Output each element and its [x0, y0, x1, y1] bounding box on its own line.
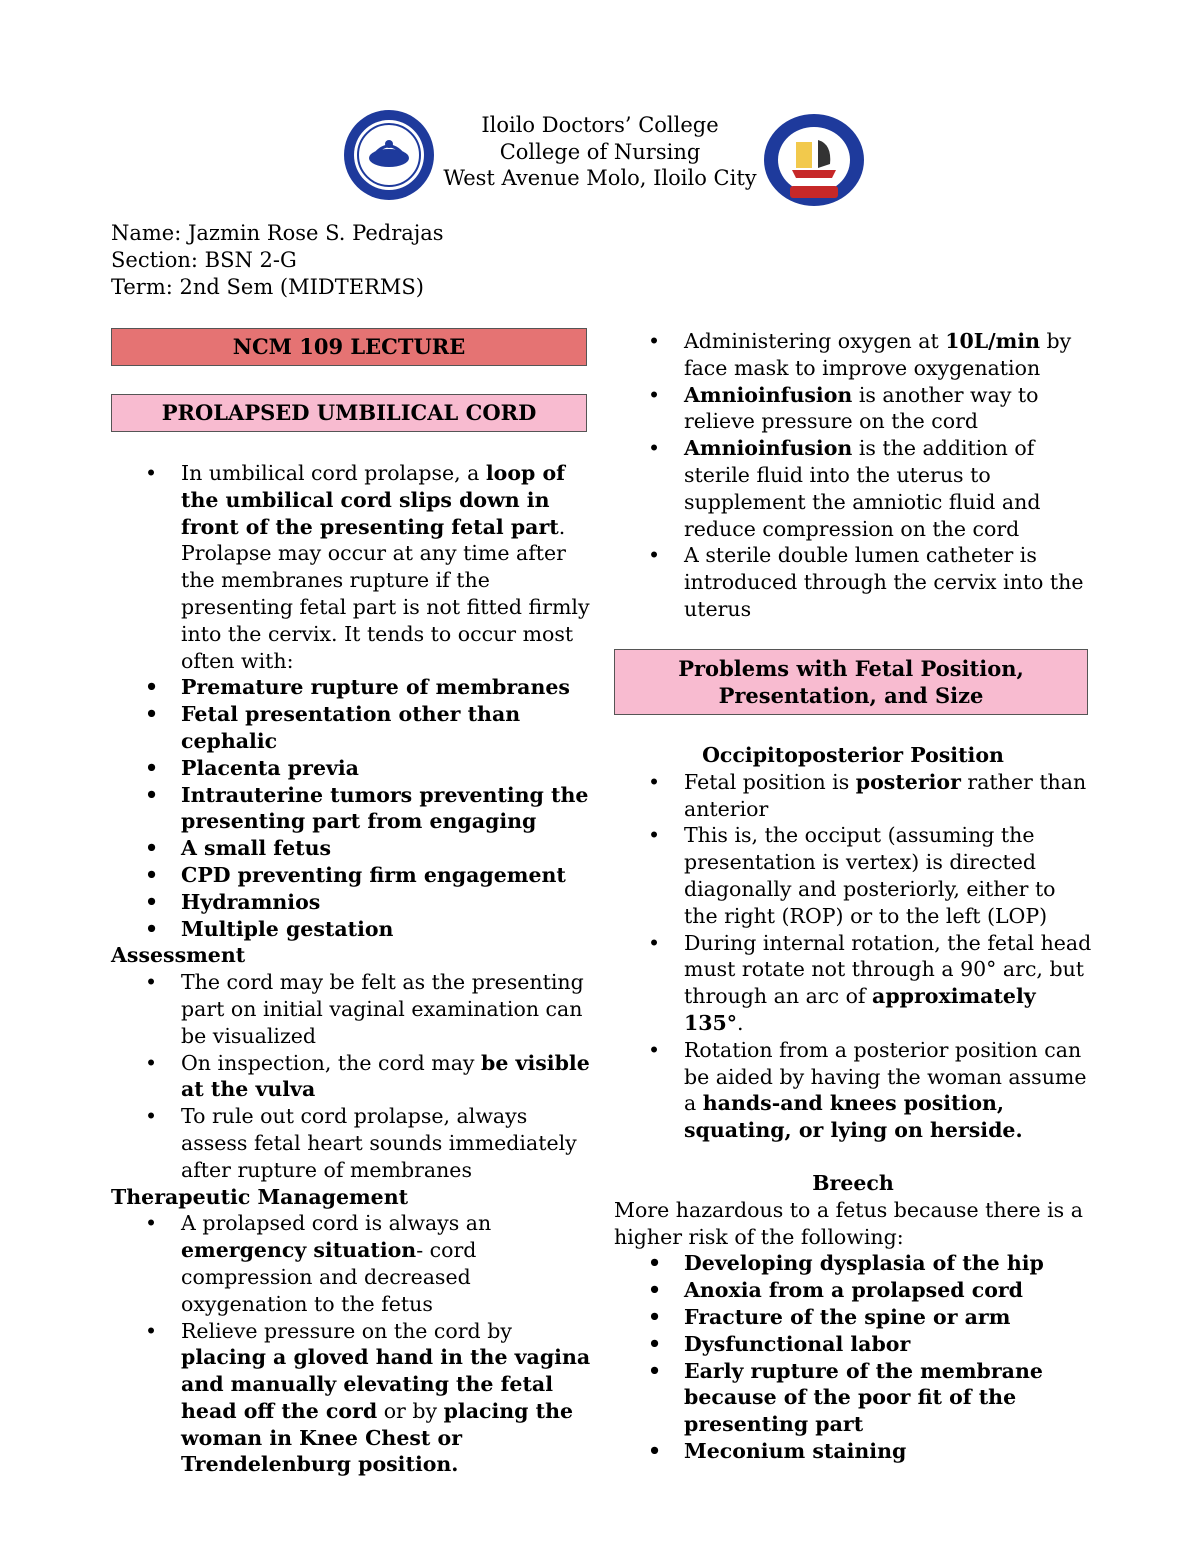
- list-item: • Rotation from a posterior position can be aided by having the woman assume a hands-and knees position, squating, or lying on herside.: [648, 1037, 1087, 1143]
- list-item: • Amnioinfusion is the addition of sterile fluid into the uterus to supplement the amniotic fluid and reduce compression on the cord: [648, 436, 1041, 541]
- list-item: • Multiple gestation: [145, 916, 394, 941]
- right-column: [614, 328, 1092, 623]
- lecture-title: NCM 109 LECTURE: [232, 334, 466, 359]
- assessment-heading: Assessment: [111, 943, 246, 968]
- list-item: • This is, the occiput (assuming the presentation is vertex) is directed diagonally and posteriorly, either to the right (ROP) or to the left (LOP): [648, 823, 1056, 928]
- list-item: • Meconium staining: [648, 1438, 907, 1463]
- prolapse-list: [111, 460, 591, 942]
- list-item: • Relieve pressure on the cord by placing a gloved hand in the vagina and manually elevating the fetal head off the cord or by placing the woman in Knee Chest or Trendelenburg position.: [145, 1318, 591, 1477]
- list-item: • Hydramnios: [145, 889, 321, 914]
- list-item: • Amnioinfusion is another way to relieve pressure on the cord: [648, 382, 1039, 434]
- list-item: • Premature rupture of membranes: [145, 675, 570, 700]
- college-header: [400, 112, 800, 192]
- management-list: [614, 328, 1092, 623]
- op-heading: Occipitoposterior Position: [702, 743, 1004, 767]
- student-name: Name: Jazmin Rose S. Pedrajas: [111, 221, 444, 245]
- list-item: • Fetal presentation other than cephalic: [145, 702, 521, 753]
- breech-intro: More hazardous to a fetus because there is a higher risk of the following:: [614, 1197, 1083, 1249]
- student-info: [111, 220, 444, 301]
- list-item: • Intrauterine tumors preventing the presenting part from engaging: [145, 782, 589, 834]
- list-item: • A small fetus: [145, 836, 332, 861]
- list-item: • A sterile double lumen catheter is introduced through the cervix into the uterus: [648, 543, 1084, 621]
- left-column: [111, 460, 591, 1478]
- list-item: • On inspection, the cord may be visible at the vulva: [145, 1050, 590, 1102]
- list-item: • CPD preventing firm engagement: [145, 862, 566, 887]
- college-name: Iloilo Doctors’ College: [481, 113, 719, 137]
- list-item: • A prolapsed cord is always an emergency situation- cord compression and decreased oxygenation to the fetus: [145, 1211, 492, 1316]
- list-item: • Developing dysplasia of the hip: [648, 1251, 1044, 1276]
- department-name: College of Nursing: [499, 139, 701, 164]
- right-column-lower: [614, 742, 1092, 1465]
- topic-title-box: [111, 394, 587, 432]
- list-item: • Dysfunctional labor: [648, 1331, 911, 1356]
- assessment-list: [111, 969, 591, 1183]
- op-list: [614, 769, 1092, 1144]
- list-item: • To rule out cord prolapse, always assess fetal heart sounds immediately after rupture of membranes: [145, 1104, 577, 1182]
- list-item: • Placenta previa: [145, 755, 359, 780]
- college-address: West Avenue Molo, Iloilo City: [443, 166, 757, 190]
- therapeutic-list: [111, 1210, 591, 1478]
- list-item: • The cord may be felt as the presenting part on initial vaginal examination can be visualized: [145, 970, 584, 1048]
- breech-heading: Breech: [812, 1170, 894, 1195]
- lecture-title-box: [111, 328, 587, 366]
- breech-list: [614, 1250, 1092, 1464]
- list-item: • Early rupture of the membrane because of the poor fit of the presenting part: [648, 1358, 1043, 1437]
- nursing-seal-icon: [762, 112, 866, 208]
- list-item: • Anoxia from a prolapsed cord: [648, 1278, 1024, 1303]
- problems-title: Problems with Fetal Position, Presentation, and Size: [678, 656, 1024, 708]
- problems-title-box: [614, 649, 1088, 715]
- list-item: • In umbilical cord prolapse, a loop of the umbilical cord slips down in front of the presenting fetal part. Prolapse may occur at any time after the membranes rupture if the presenting fetal part is not fitted firmly into the cervix. It tends to occur most often with:: [145, 461, 590, 673]
- list-item: • Fracture of the spine or arm: [648, 1304, 1011, 1329]
- list-item: • During internal rotation, the fetal head must rotate not through a 90° arc, but through an arc of approximately 135°.: [648, 930, 1092, 1035]
- list-item: • Fetal position is posterior rather than anterior: [648, 769, 1087, 821]
- list-item: • Administering oxygen at 10L/min by face mask to improve oxygenation: [648, 329, 1072, 380]
- therapeutic-heading: Therapeutic Management: [111, 1184, 409, 1209]
- student-section: Section: BSN 2-G: [111, 248, 297, 272]
- topic-title: PROLAPSED UMBILICAL CORD: [161, 400, 537, 425]
- student-term: Term: 2nd Sem (MIDTERMS): [111, 275, 424, 299]
